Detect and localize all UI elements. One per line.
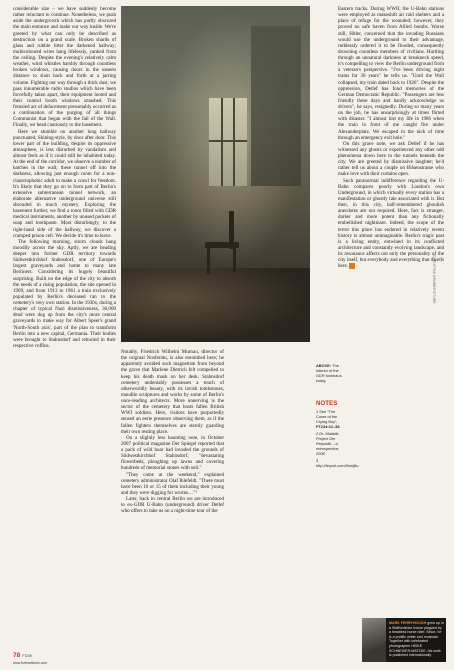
col2-paragraph: Later, back in central Berlin we are introduced to ex-GDR U-Bahn (underground) driver Detlef who offers to take us on a night-time tour of the — [121, 496, 224, 515]
col4-paragraph-final — [338, 178, 444, 270]
note-ref: FT234:32–38. — [316, 424, 341, 429]
caption-text: The interior of the GDR funkhaus today. — [316, 363, 342, 383]
issue-number: FT249 — [22, 653, 32, 658]
col4-paragraph: On this grave note, we ask Detlef if he has witnessed any ghosts or experienced any other odd phenomena down here in the tunnels beneath the city. We are greeted by dismissive laughter; he'd rather tell us about a couple on Bilsenstrasse who make love with their curtains open. — [338, 140, 444, 178]
site-url[interactable]: www.forteantimes.com — [13, 661, 48, 665]
col1-paragraph: considerable size – we have suddenly become rather reluctant to continue. Nonetheless, we push aside the undergrowth which has partly obscured the main entrance and make our way inside. We're greeted by what can only be described as destruction on a grand scale. Broken shards of glass and rubble litter the darkened hallway; multicoloured wires hang lifelessly, yanked from the ceiling. Despite the evening's relatively calm weather, wind whistles harshly through countless broken windows, causing doors in the unseen distance to slam back and forth at a jarring volume. Fighting our way through a thick dust, we pass innumerable radio studios which have been forcefully taken apart, their equipment looted and their control booth windows smashed. This frenzied act of defacement presumably occurred as a continuation of the purging of all things Communist that began with the fall of the Wall. Finally, we head cautiously to the basement. — [13, 6, 116, 129]
photo-window-bar — [233, 98, 235, 186]
photo-window-bar — [221, 98, 223, 186]
note-text: 1 See "The Curse of the Crying Boy", — [316, 409, 338, 424]
photo-chair-leg — [233, 248, 236, 272]
article-column-2 — [121, 349, 224, 514]
author-bio-box — [362, 618, 446, 662]
photo-caption — [316, 363, 346, 383]
notes-heading: NOTES — [316, 400, 338, 407]
funkhaus-interior-photo — [121, 6, 310, 342]
col2-paragraph: "They came at the weekend," explained cemetery administrator Olaf Ihlefeldt. "There must have been 10 or 15 of them including their young and they were digging for worms…"³ — [121, 471, 224, 496]
photo-credit: CHRISTINA GRUBE/PICTURE — [432, 255, 436, 304]
article-column-4 — [338, 6, 444, 270]
photo-wall-stain — [251, 26, 301, 186]
note-link[interactable]: 3 http://tinyurl.com/5hmj8u. — [316, 458, 360, 468]
col2-paragraph: Notably, Friedrich Wilhelm Murnau, director of the original Nosferatu, is also entombed here; he apparently avoided such magnetism from beyond the grave that Marlene Dietrich felt compelled to keep his death mask on her desk. Stahnsdorf cemetery undeniably possesses a touch of otherworldly beauty, with its lavish tombstones, maudlin sculptures and works by some of Berlin's once-leading architects. More unnerving is the sector of the cemetery that hosts fallen British WWI soldiers. Here, visitors have purportedly sensed an eerie presence observing them, as if the fallen fighters themselves are sternly guarding their own resting place. — [121, 349, 224, 435]
end-of-article-icon — [349, 263, 355, 269]
col4-paragraph: Eastern tracks. During WWII, the U-Bahn stations were employed as makeshift air raid shelters and a place of refuge for the wounded; however, they proved no safe haven from Allied bombs. Worse still, Hitler, concerned that the invading Russians would use the underground to their advantage, ruthlessly ordered it to be flooded, consequently drowning countless members of civilians. Hurtling through an unnatural darkness at breakneck speed, it's compelling to view the Berlin underground from a veteran's perspective. "I've been driving night trains for 30 years" he tells us. "Until the Wall collapsed, my train dated back to 1926". Despite the oppression, Detlef has fond memories of the German Democratic Republic. "Passengers are less friendly these days and hardly acknowledge us drivers", he says, resignedly. During so many years on the job, he has unsurprisingly at times flirted with disaster. "I almost lost my life in 1986 when the train in front of me caught fire under Alexanderplatz. We escaped in the nick of time through an emergency exit hole." — [338, 6, 444, 141]
col1-paragraph: The following morning, storm clouds hang moodily across the sky. Aptly, we are heading deeper into former GDR territory towards Südwestkirchhof Stahnsdorf, one of Europe's largest graveyards and home to many late Berliners. Considering its hugely beautiful surprising. Built on the edge of the city to absorb the needs of a rising population, the site opened in 1909, and from 1913 to 1961 a train exclusively populated by Berlin's deceased ran to the cemetery's very own station. In the 1930s, during a chapter of typical Nazi dismissiveness, 30,000 dead were dug up from the city's more central graveyards to make way for Albert Speer's grand 'North-South axis', part of the plan to transform Berlin into a new capital, Germania. Their bodies were brought to Stahnsdorf and reburied in their respective coffins. — [13, 238, 116, 349]
photo-debris-floor — [121, 268, 310, 342]
caption-label: ABOVE: — [316, 363, 332, 368]
photo-window-bar — [209, 140, 247, 142]
photo-window — [209, 98, 247, 186]
note-item — [316, 409, 346, 429]
author-name: MARK FERRYHOUGH — [389, 621, 427, 625]
page-number: 78 — [13, 652, 21, 659]
col4-final-text: Such paranormal indifference regarding the U-Bahn compares poorly with London's own Underground, in which virtually every station has a manifestation or ghostly tale associated with it. But then, in this city, half-remembered ghoulish anecdotes are not required. Here, fact is stranger, darker and more potent than any fictionally embellished nightmare. Indeed, the scope of the terror this place has endured in relatively recent history is almost unimaginable. Berlin's tragic past is a living entity, entwined in its conflicted architecture and constantly evolving landscape, and its resonance affects not only the personality of the city itself, but everybody and everything that dwells here. — [338, 177, 444, 270]
note-item: 2 Dr. Mabbitt: Project Der Republik – a retrospective, 2008. — [316, 431, 340, 456]
author-photo — [362, 618, 386, 662]
photo-chair-leg — [207, 248, 210, 274]
col2-paragraph: On a slightly less haunting note, in October 2007 political magazine Der Spiegel reported that a pack of wild boar had invaded the grounds of Südwestkirchhof Stahnsdorf, "devastating flowerbeds, ploughing up lawns and covering hundreds of memorial stones with soil." — [121, 434, 224, 472]
col1-paragraph: Here we stumble on another long hallway punctuated, Shining-style, by door after door. This lower part of the building, despite its oppressive atmosphere, is less disturbed by vandalism and almost feels as if it could still be inhabited today. At the end of the corridor, we observe a number of hatches in the wall; these tunnel off into the darkness, allowing just enough room for a non-claustrophobic adult to make a crawl for freedom. It's likely that they go on to form part of Berlin's extensive subterranean tunnel network, an elaborate alternative underground universe still shrouded in much mystery. Exploring the basement further, we find a room filled with GDR medical instruments, another by unused packets of soap and toothpaste. Most disturbingly, to the right-hand side of the hallway, we discover a cramped prison cell. We decide it's time to leave. — [13, 128, 116, 239]
author-bio — [389, 621, 444, 658]
author-bio-text: grew up in a Staffordshire house plagued by a headless horse rider. Since, he is a prolific writer and musician. Together with celebrated photographer HEIKE SCHNEIDER-MATZKE, his work is published internationally. — [389, 621, 444, 658]
article-column-1 — [13, 6, 116, 349]
sidebar-caption-notes — [316, 363, 360, 468]
